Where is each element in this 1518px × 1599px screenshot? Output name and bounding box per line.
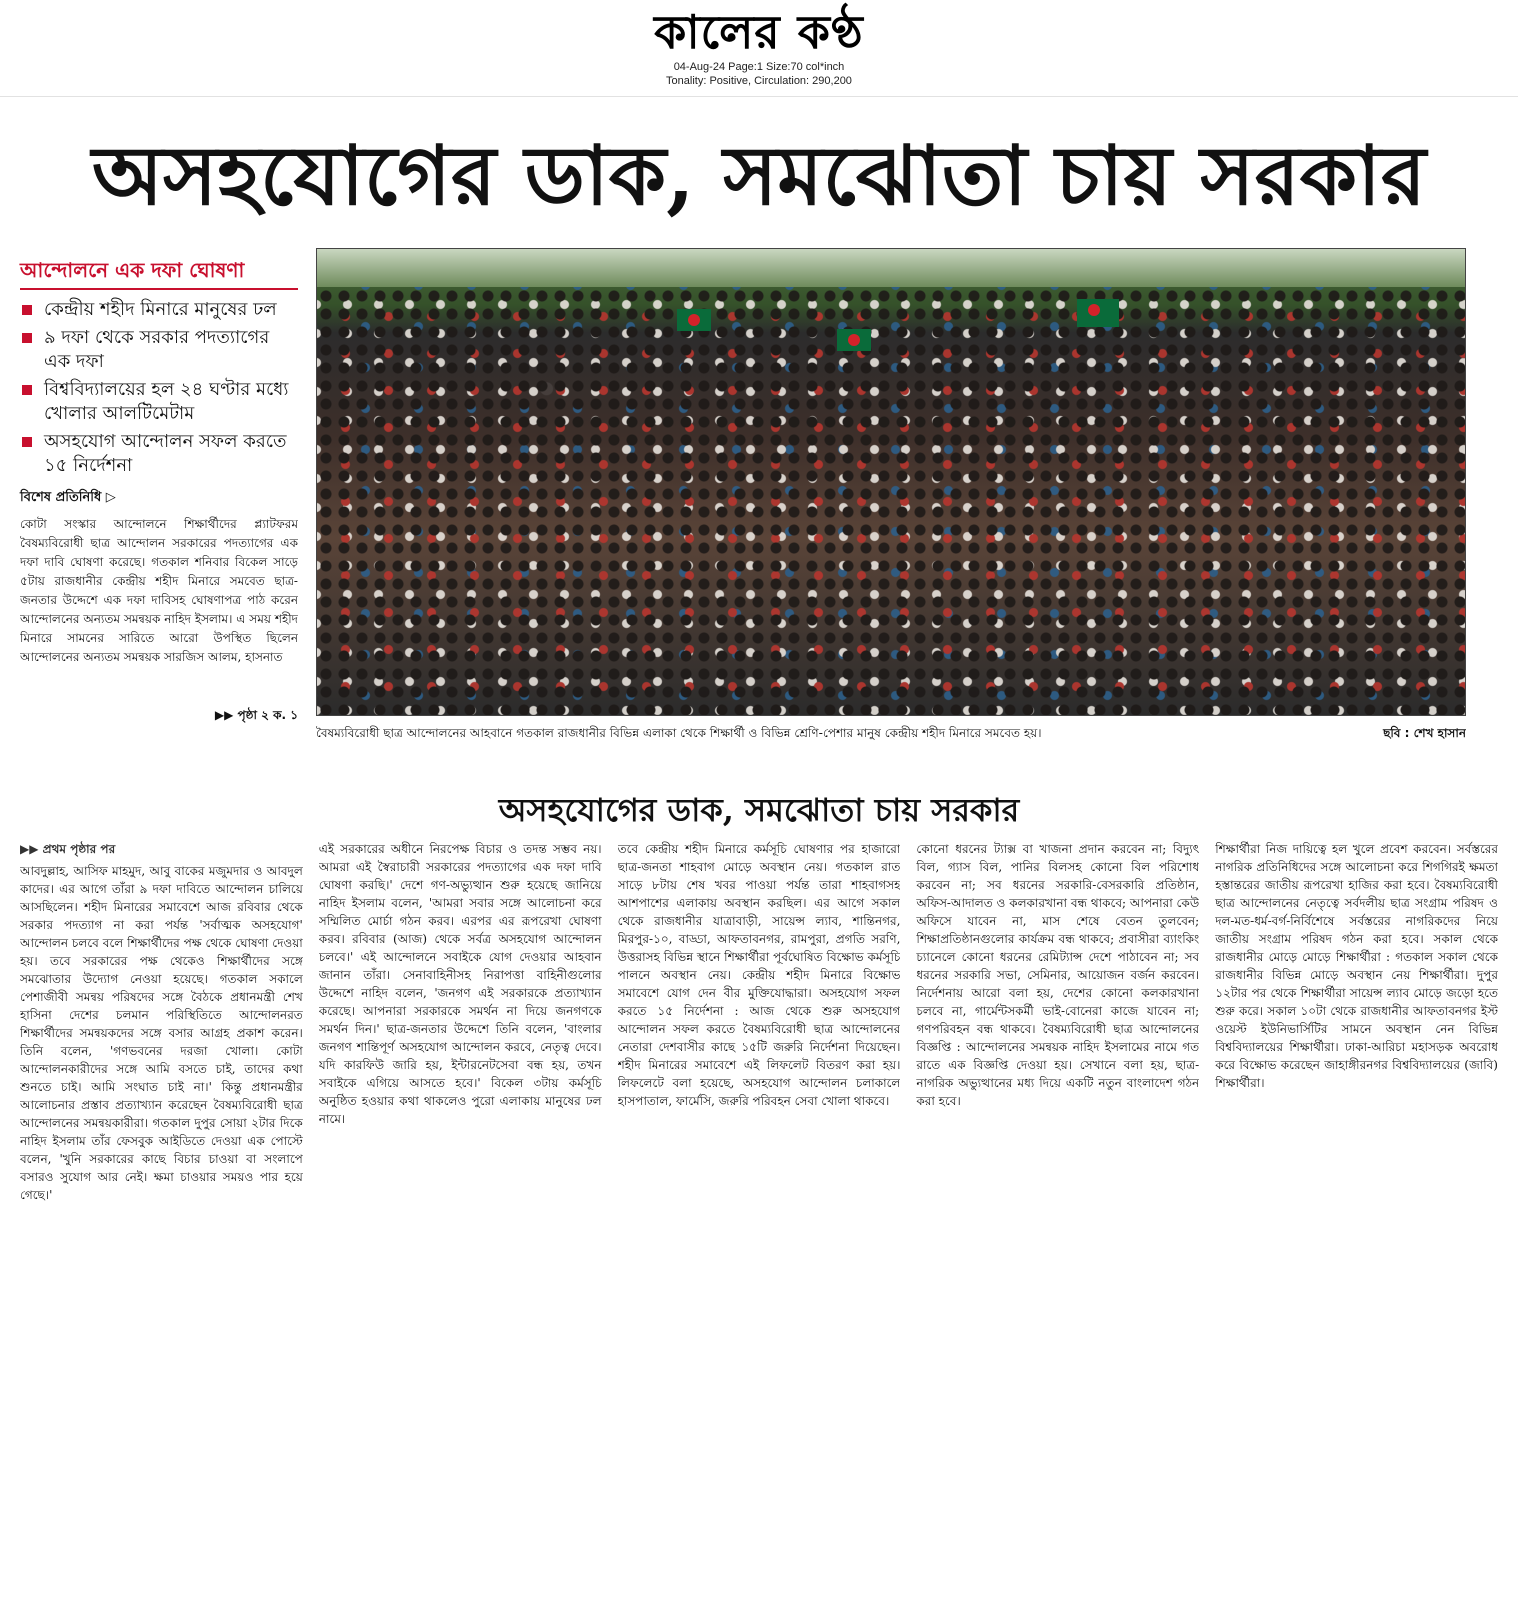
highlight-item xyxy=(20,430,298,478)
square-bullet-icon xyxy=(22,437,32,447)
highlight-item xyxy=(20,326,298,374)
square-bullet-icon xyxy=(22,333,32,343)
article-column-2 xyxy=(319,840,602,1570)
highlight-text: কেন্দ্রীয় শহীদ মিনারে মানুষের ঢল xyxy=(44,299,277,320)
square-bullet-icon xyxy=(22,385,32,395)
highlight-text: বিশ্ববিদ্যালয়ের হল ২৪ ঘণ্টার মধ্যে খোলার আলটিমেটাম xyxy=(44,379,289,424)
lead-paragraph: কোটা সংস্কার আন্দোলনে শিক্ষার্থীদের প্ল্যাটফরম বৈষম্যবিরোধী ছাত্র আন্দোলন সরকারের পদত্যাগের এক দফা দাবি ঘোষণা করেছে। গতকাল শনিবার বিকেল সাড়ে ৫টায় রাজধানীর কেন্দ্রীয় শহীদ মিনারে সমবেত ছাত্র-জনতার উদ্দেশে এক দফা দাবিসহ ঘোষণাপত্র পাঠ করেন আন্দোলনের অন্যতম সমন্বয়ক নাহিদ ইসলাম। এ সময় শহীদ মিনারে সামনের সারিতে আরো উপস্থিত ছিলেন আন্দোলনের অন্যতম সমন্বয়ক সারজিস আলম, হাসনাত xyxy=(20,517,298,664)
column-text: আবদুল্লাহ, আসিফ মাহমুদ, আবু বাকের মজুমদার ও আবদুল কাদের। এর আগে তাঁরা ৯ দফা দাবিতে আন্দোলন চালিয়ে আসছিলেন। শহীদ মিনারের সমাবেশে আজ রবিবার থেকে সরকার পদত্যাগ না করা পর্যন্ত 'সর্বাত্মক অসহযোগ' আন্দোলন চলবে বলে শিক্ষার্থীদের পক্ষ থেকে ঘোষণা দেওয়া হয়। তবে সরকারের পক্ষ থেকেও শিক্ষার্থীদের সঙ্গে সমঝোতার উদ্যোগ নেওয়া হয়েছে। গতকাল সকালে পেশাজীবী সমন্বয় পরিষদের সঙ্গে বৈঠকে প্রধানমন্ত্রী শেখ হাসিনা দেশের চলমান পরিস্থিতিতে আন্দোলনরত শিক্ষার্থীদের সমন্বয়কদের সঙ্গে বসার আগ্রহ প্রকাশ করেন। তিনি বলেন, 'গণভবনের দরজা খোলা। কোটা আন্দোলনকারীদের সঙ্গে আমি বসতে চাই, তাদের কথা শুনতে চাই। আমি সংঘাত চাই না।' কিন্তু প্রধানমন্ত্রীর আলোচনার প্রস্তাব প্রত্যাখ্যান করেছেন বৈষম্যবিরোধী ছাত্র আন্দোলনের সমন্বয়কারীরা। গতকাল দুপুর সোয়া ২টার দিকে নাহিদ ইসলাম তাঁর ফেসবুক আইডিতে দেওয়া এক পোস্টে বলেন, 'খুনি সরকারের কাছে বিচার চাওয়া বা সংলাপে বসারও সুযোগ আর নেই। ক্ষমা চাওয়ার সময়ও পার হয়ে গেছে।' xyxy=(20,864,303,1202)
clipping-meta-line-2: Tonality: Positive, Circulation: 290,200 xyxy=(666,75,852,87)
photo-crowd-texture xyxy=(317,287,1465,716)
bangladesh-flag-icon xyxy=(1077,299,1119,327)
article-column-4 xyxy=(916,840,1199,1570)
photo-caption xyxy=(316,722,1466,744)
caption-text: বৈষম্যবিরোধী ছাত্র আন্দোলনের আহবানে গতকাল রাজধানীর বিভিন্ন এলাকা থেকে শিক্ষার্থী ও বিভিন্ন শ্রেণি-পেশার মানুষ কেন্দ্রীয় শহীদ মিনারে সমবেত হয়। xyxy=(316,726,1042,740)
highlight-list xyxy=(20,298,298,478)
square-bullet-icon xyxy=(22,305,32,315)
clipping-meta-line-1: 04-Aug-24 Page:1 Size:70 col*inch xyxy=(673,61,845,73)
bangladesh-flag-icon xyxy=(677,309,711,331)
byline: বিশেষ প্রতিনিধি ▷ xyxy=(20,490,116,505)
photo-trees-background xyxy=(317,249,1465,287)
article-column-1 xyxy=(20,840,303,1570)
highlight-text: অসহযোগ আন্দোলন সফল করতে ১৫ নির্দেশনা xyxy=(44,431,287,476)
continued-on-page-link: ▶▶ পৃষ্ঠা ২ ক. ১ xyxy=(214,708,298,722)
crowd-photo xyxy=(316,248,1466,716)
newspaper-logo: কালের কণ্ঠ xyxy=(654,5,864,59)
highlight-item xyxy=(20,378,298,426)
jump-headline: অসহযোগের ডাক, সমঝোতা চায় সরকার xyxy=(498,791,1020,829)
column-text: তবে কেন্দ্রীয় শহীদ মিনারে কর্মসূচি ঘোষণার পর হাজারো ছাত্র-জনতা শাহবাগ মোড়ে অবস্থান নেয়। গতকাল রাত সাড়ে ৮টায় শেষ খবর পাওয়া পর্যন্ত তারা শাহবাগসহ আশপাশের এলাকায় অবস্থান করছিল। এর আগে সকাল থেকে রাজধানীর যাত্রাবাড়ী, সায়েন্স ল্যাব, শান্তিনগর, মিরপুর-১০, বাড্ডা, আফতাবনগর, রামপুরা, প্রগতি সরণি, উত্তরাসহ বিভিন্ন স্থানে শিক্ষার্থীরা পূর্বঘোষিত বিক্ষোভ কর্মসূচি পালনে অবস্থান নেয়। কেন্দ্রীয় শহীদ মিনারে বিক্ষোভ সমাবেশে যোগ দেন বীর মুক্তিযোদ্ধারা। অসহযোগ সফল করতে ১৫ নির্দেশনা : আজ থেকে শুরু অসহযোগ আন্দোলন সফল করতে বৈষম্যবিরোধী ছাত্র আন্দোলনের নেতারা দেশবাসীর কাছে ১৫টি জরুরি নির্দেশনা দিয়েছেন। শহীদ মিনারের সমাবেশে এই লিফলেট বিতরণ করা হয়। লিফলেটে বলা হয়েছে, অসহযোগ আন্দোলন চলাকালে হাসপাতাল, ফার্মেসি, জরুরি পরিবহন সেবা খোলা থাকবে। xyxy=(617,842,901,1108)
main-headline: অসহযোগের ডাক, সমঝোতা চায় সরকার xyxy=(92,128,1426,224)
highlight-text: ৯ দফা থেকে সরকার পদত্যাগের এক দফা xyxy=(44,327,270,372)
continued-from-label: ▶▶ প্রথম পৃষ্ঠার পর xyxy=(20,842,116,856)
article-column-3 xyxy=(618,840,901,1570)
section-divider xyxy=(0,96,1518,97)
summary-sidebar xyxy=(20,256,298,756)
column-text: এই সরকারের অধীনে নিরপেক্ষ বিচার ও তদন্ত সম্ভব নয়। আমরা এই স্বৈরাচারী সরকারের পদত্যাগের এক দফা দাবি ঘোষণা করছি।' দেশে গণ-অভ্যুত্থান শুরু হয়েছে জানিয়ে নাহিদ ইসলাম বলেন, 'আমরা সবার সঙ্গে আলোচনা করে সম্মিলিত মোর্চা গঠন করব। এরপর এর রূপরেখা ঘোষণা করব। রবিবার (আজ) থেকে সর্বত্র অসহযোগ আন্দোলন চলবে।' এই আন্দোলনে সবাইকে যোগ দেওয়ার আহবান জানান তাঁরা। সেনাবাহিনীসহ নিরাপত্তা বাহিনীগুলোর উদ্দেশে নাহিদ বলেন, 'জনগণ এই সরকারকে প্রত্যাখ্যান করেছে। আপনারা সরকারকে সমর্থন না দিয়ে জনগণকে সমর্থন দিন।' ছাত্র-জনতার উদ্দেশে তিনি বলেন, 'বাংলার জনগণ শান্তিপূর্ণ অসহযোগ আন্দোলন করবে, নেতৃত্ব দেবে। যদি কারফিউ জারি হয়, ইন্টারনেটসেবা বন্ধ হয়, তখন সবাইকে এগিয়ে আসতে হবে।' বিকেল ৩টায় কর্মসূচি অনুষ্ঠিত হওয়ার কথা থাকলেও পুরো এলাকায় মানুষের ঢল নামে। xyxy=(318,842,602,1126)
article-column-5 xyxy=(1215,840,1498,1570)
bangladesh-flag-icon xyxy=(837,329,871,351)
photo-credit: ছবি : শেখ হাসান xyxy=(1383,726,1466,740)
kicker-label: আন্দোলনে এক দফা ঘোষণা xyxy=(20,256,298,290)
front-page-clipping xyxy=(20,118,1498,768)
column-text: কোনো ধরনের ট্যাক্স বা খাজনা প্রদান করবেন না; বিদ্যুৎ বিল, গ্যাস বিল, পানির বিলসহ কোনো বিল পরিশোধ করবেন না; সব ধরনের সরকারি-বেসরকারি প্রতিষ্ঠান, অফিস-আদালত ও কলকারখানা বন্ধ থাকবে; আপনারা কেউ অফিসে যাবেন না, মাস শেষে বেতন তুলবেন; শিক্ষাপ্রতিষ্ঠানগুলোর কার্যক্রম বন্ধ থাকবে; প্রবাসীরা ব্যাংকিং চ্যানেলে কোনো ধরনের রেমিট্যান্স দেশে পাঠাবেন না; সব ধরনের সরকারি সভা, সেমিনার, আয়োজন বর্জন করবেন। নির্দেশনায় আরো বলা হয়, দেশের কোনো কলকারখানা চলবে না, গার্মেন্টসকর্মী ভাই-বোনেরা কাজে যাবেন না; গণপরিবহন বন্ধ থাকবে। বৈষম্যবিরোধী ছাত্র আন্দোলনের বিজ্ঞপ্তি : আন্দোলনের সমন্বয়ক নাহিদ ইসলামের নামে গত রাতে এক বিজ্ঞপ্তি দেওয়া হয়। সেখানে বলা হয়, ছাত্র-নাগরিক অভ্যুত্থানের মধ্য দিয়ে একটি নতুন বাংলাদেশ গঠন করা হবে। xyxy=(916,842,1200,1108)
article-columns xyxy=(20,840,1498,1570)
masthead xyxy=(0,0,1518,92)
column-text: শিক্ষার্থীরা নিজ দায়িত্বে হল খুলে প্রবেশ করবেন। সর্বস্তরের নাগরিক প্রতিনিধিদের সঙ্গে আলোচনা করে শিগগিরই ক্ষমতা হস্তান্তরের জাতীয় রূপরেখা হাজির করা হবে। বৈষম্যবিরোধী ছাত্র আন্দোলনের নেতৃত্বে সর্বদলীয় ছাত্র সংগ্রাম পরিষদ ও দল-মত-ধর্ম-বর্গ-নির্বিশেষে সর্বস্তরের নাগরিকদের নিয়ে জাতীয় সংগ্রাম পরিষদ গঠন করা হবে। সকাল থেকে রাজধানীর মোড়ে মোড়ে শিক্ষার্থীরা : গতকাল সকাল থেকে রাজধানীর বিভিন্ন মোড়ে অবস্থান নেয় শিক্ষার্থীরা। দুপুর ১২টার পর থেকে শিক্ষার্থীরা সায়েন্স ল্যাব মোড়ে জড়ো হতে শুরু করে। সকাল ১০টা থেকে রাজধানীর আফতাবনগর ইস্ট ওয়েস্ট ইউনিভার্সিটির সামনে অবস্থান নেন বিভিন্ন বিশ্ববিদ্যালয়ের শিক্ষার্থীরা। ঢাকা-আরিচা মহাসড়ক অবরোধ করে বিক্ষোভ করেছেন জাহাঙ্গীরনগর বিশ্ববিদ্যালয়ের (জাবি) শিক্ষার্থীরা। xyxy=(1215,842,1498,1090)
jump-page-clipping xyxy=(20,780,1498,1580)
highlight-item xyxy=(20,298,298,322)
